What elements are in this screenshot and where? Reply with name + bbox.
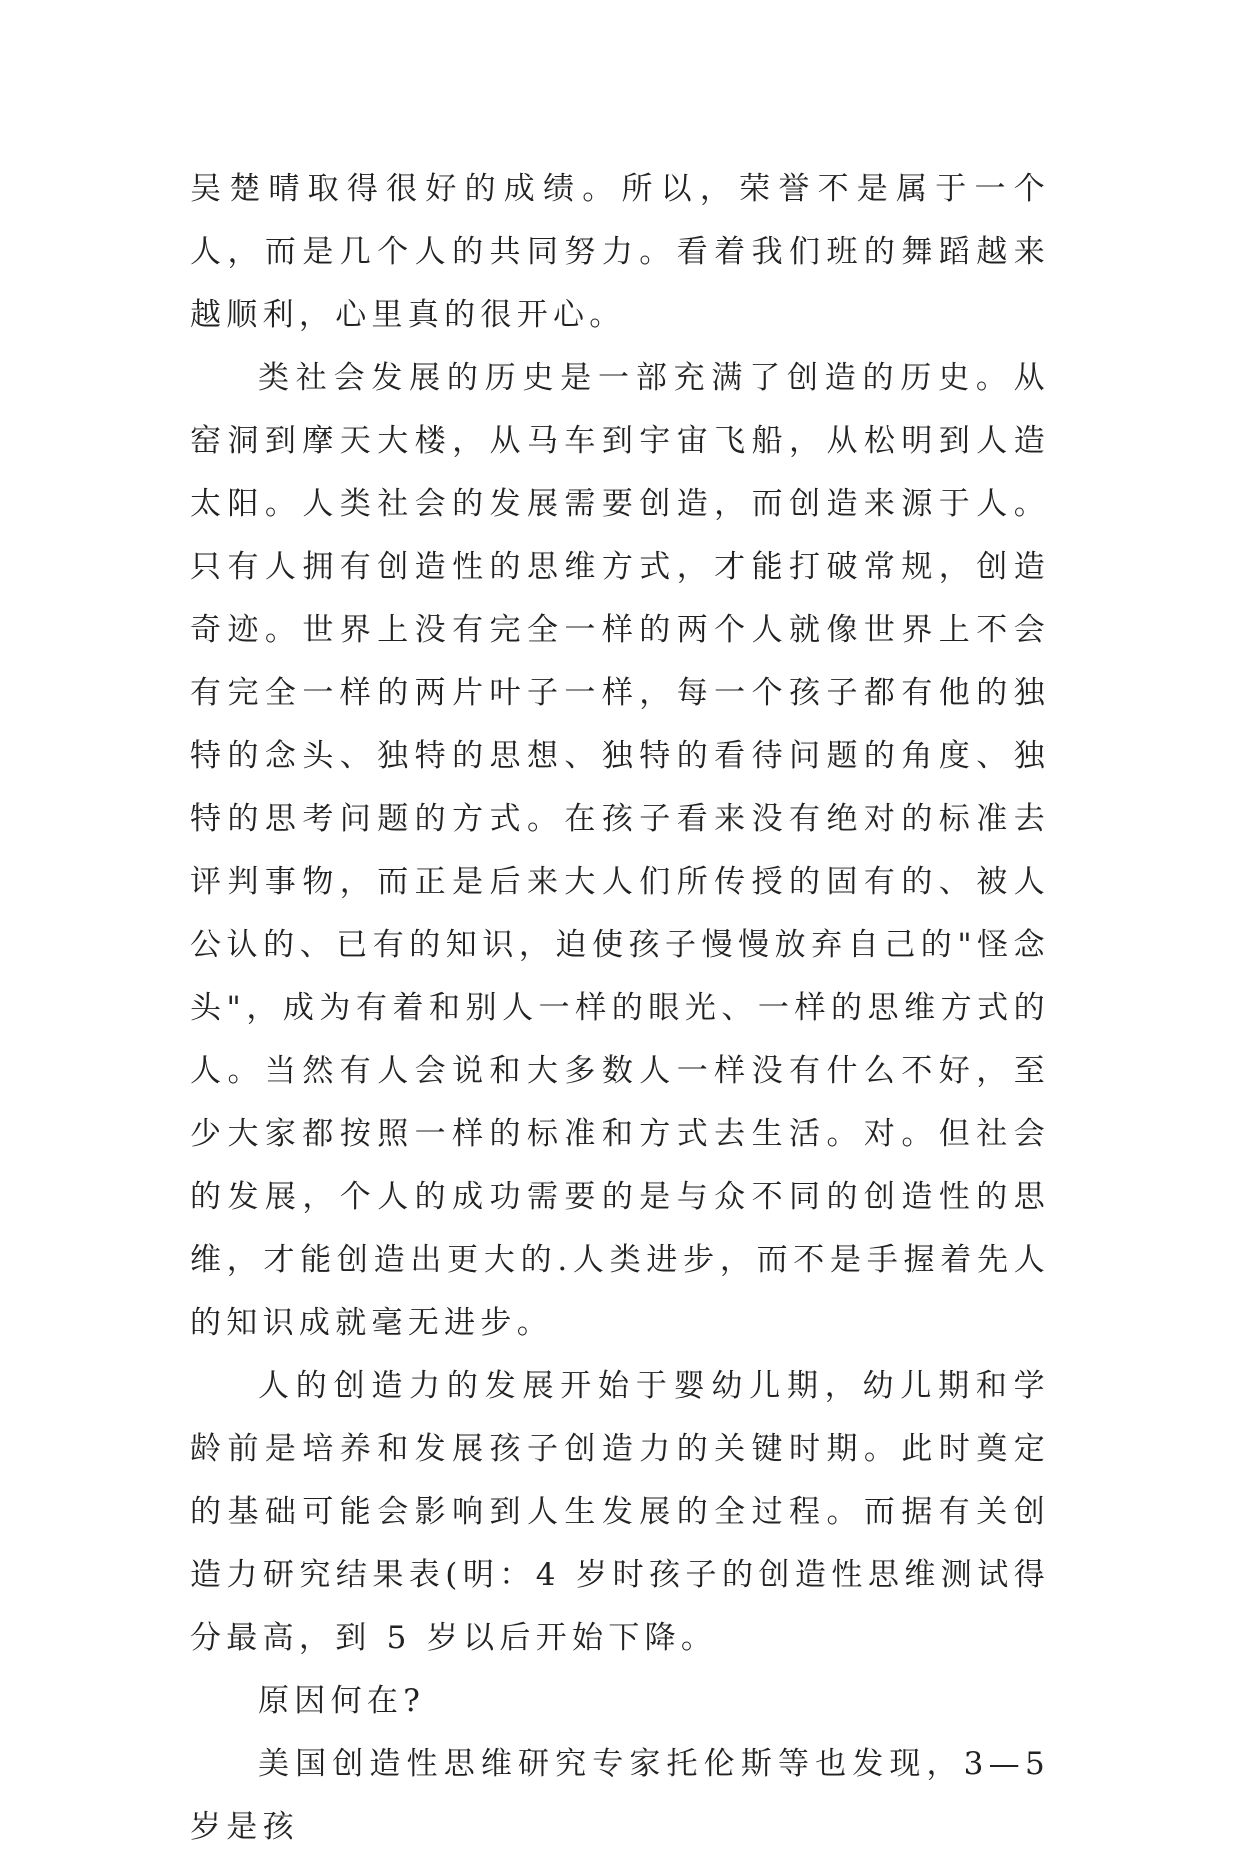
paragraph-3: 人的创造力的发展开始于婴幼儿期，幼儿期和学龄前是培养和发展孩子创造力的关键时期。此时奠定的基础可能会影响到人生发展的全过程。而据有关创造力研究结果表(明：4 岁时孩子的创造性思维测试得分最高，到 5 岁以后开始下降。 <box>190 1368 1050 1656</box>
paragraph-5: 美国创造性思维研究专家托伦斯等也发现，3—5 岁是孩 <box>190 1746 1050 1845</box>
paragraph-1: 吴楚晴取得很好的成绩。所以，荣誉不是属于一个人，而是几个人的共同努力。看着我们班的舞蹈越来越顺利，心里真的很开心。 <box>190 171 1050 333</box>
document-body <box>190 158 1050 1859</box>
paragraph-2: 类社会发展的历史是一部充满了创造的历史。从窑洞到摩天大楼，从马车到宇宙飞船，从松明到人造太阳。人类社会的发展需要创造，而创造来源于人。只有人拥有创造性的思维方式，才能打破常规，创造奇迹。世界上没有完全一样的两个人就像世界上不会有完全一样的两片叶子一样，每一个孩子都有他的独特的念头、独特的思想、独特的看待问题的角度、独特的思考问题的方式。在孩子看来没有绝对的标准去评判事物，而正是后来大人们所传授的固有的、被人公认的、已有的知识，迫使孩子慢慢放弃自己的"怪念头"，成为有着和别人一样的眼光、一样的思维方式的人。当然有人会说和大多数人一样没有什么不好，至少大家都按照一样的标准和方式去生活。对。但社会的发展，个人的成功需要的是与众不同的创造性的思维，才能创造出更大的.人类进步，而不是手握着先人的知识成就毫无进步。 <box>190 360 1050 1341</box>
paragraph-4: 原因何在? <box>258 1683 426 1719</box>
